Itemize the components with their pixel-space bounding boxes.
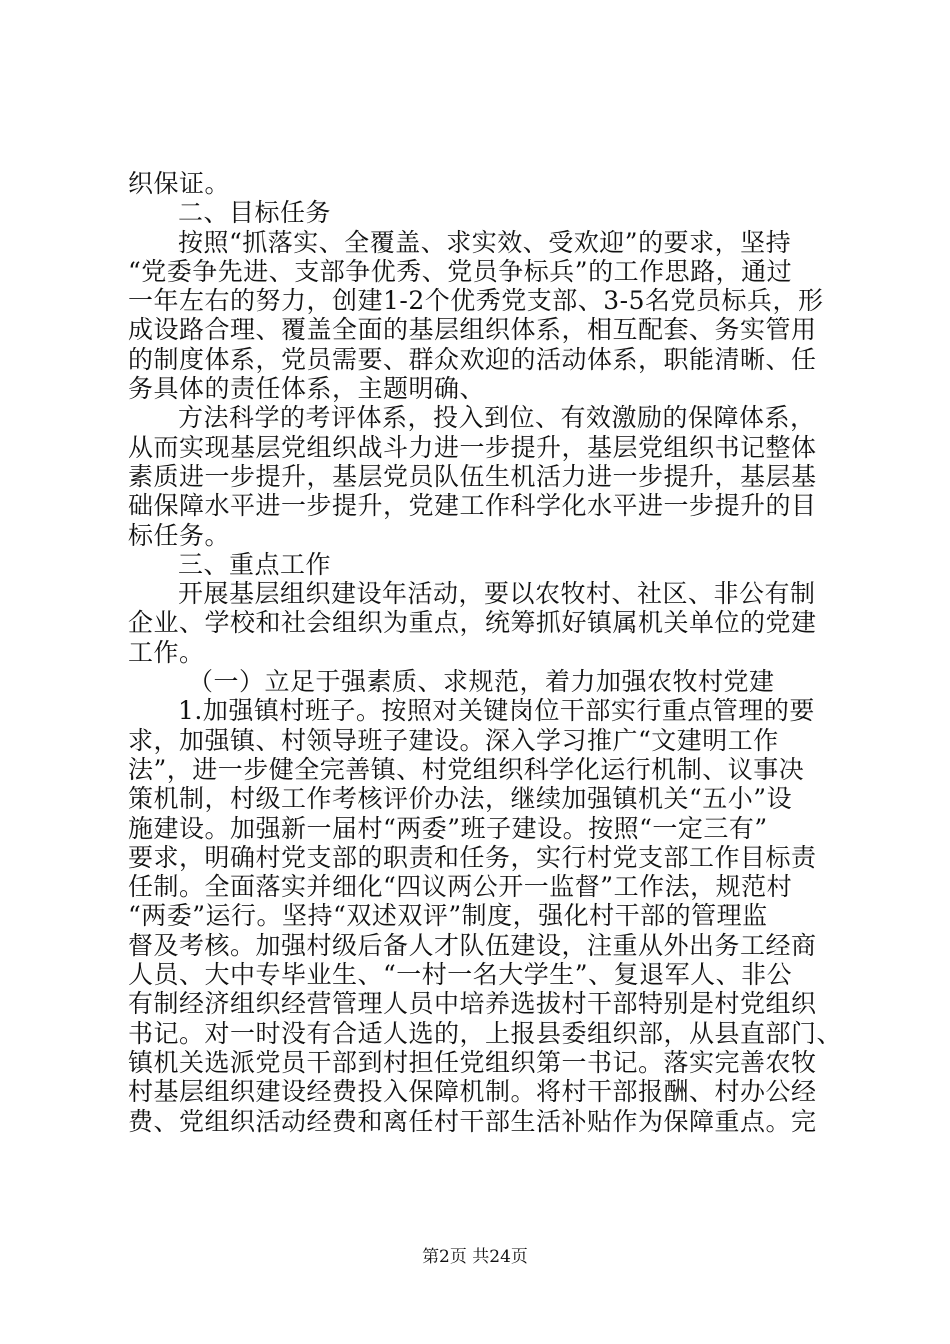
- text-line: 镇机关选派党员干部到村担任党组织第一书记。落实完善农牧: [128, 1047, 817, 1077]
- text-line: 成设路合理、覆盖全面的基层组织体系，相互配套、务实管用: [128, 315, 817, 345]
- body-text: [128, 169, 843, 1136]
- text-line: 人员、大中专毕业生、“一村一名大学生”、复退军人、非公: [128, 960, 793, 990]
- section-heading: 二、目标任务: [178, 198, 332, 228]
- text-line: 法”，进一步健全完善镇、村党组织科学化运行机制、议事决: [128, 754, 805, 784]
- text-line: 务具体的责任体系，主题明确、: [128, 374, 486, 404]
- text-line: 开展基层组织建设年活动，要以农牧村、社区、非公有制: [178, 579, 816, 609]
- subsection-heading: （一）立足于强素质、求规范，着力加强农牧村党建: [188, 667, 775, 697]
- text-line: 费、党组织活动经费和离任村干部生活补贴作为保障重点。完: [128, 1106, 817, 1136]
- text-line: 任制。全面落实并细化“四议两公开一监督”工作法，规范村: [128, 872, 793, 902]
- page-number: 第2页 共24页: [422, 1247, 528, 1267]
- text-line: 求，加强镇、村领导班子建设。深入学习推广“文建明工作: [128, 725, 779, 755]
- text-line: 企业、学校和社会组织为重点，统筹抓好镇属机关单位的党建: [128, 608, 817, 638]
- text-line: 按照“抓落实、全覆盖、求实效、受欢迎”的要求，坚持: [178, 227, 792, 257]
- text-line: 村基层组织建设经费投入保障机制。将村干部报酬、村办公经: [128, 1077, 817, 1107]
- text-line: 素质进一步提升，基层党员队伍生机活力进一步提升，基层基: [128, 461, 817, 491]
- text-line: 书记。对一时没有合适人选的，上报县委组织部，从县直部门、: [128, 1018, 843, 1048]
- text-line: 的制度体系，党员需要、群众欢迎的活动体系，职能清晰、任: [128, 344, 817, 374]
- text-line: 要求，明确村党支部的职责和任务，实行村党支部工作目标责: [128, 842, 817, 872]
- text-line: 方法科学的考评体系，投入到位、有效激励的保障体系，: [178, 403, 816, 433]
- section-heading: 三、重点工作: [178, 549, 332, 579]
- text-line: 督及考核。加强村级后备人才队伍建设，注重从外出务工经商: [128, 930, 817, 960]
- text-line: 础保障水平进一步提升，党建工作科学化水平进一步提升的目: [128, 491, 817, 521]
- text-line: 一年左右的努力，创建1-2个优秀党支部、3-5名党员标兵，形: [128, 286, 824, 316]
- text-line: 标任务。: [128, 520, 231, 550]
- text-line: “党委争先进、支部争优秀、党员争标兵”的工作思路，通过: [128, 256, 793, 286]
- text-line: 策机制，村级工作考核评价办法，继续加强镇机关“五小”设: [128, 784, 793, 814]
- text-line: 从而实现基层党组织战斗力进一步提升，基层党组织书记整体: [128, 432, 817, 462]
- text-line: 施建设。加强新一届村“两委”班子建设。按照“一定三有”: [128, 813, 768, 843]
- text-line: “两委”运行。坚持“双述双评”制度，强化村干部的管理监: [128, 901, 768, 931]
- text-line: 织保证。: [128, 169, 231, 198]
- text-line: 1.加强镇村班子。按照对关键岗位干部实行重点管理的要: [178, 696, 815, 726]
- text-line: 有制经济组织经营管理人员中培养选拔村干部特别是村党组织: [128, 989, 817, 1019]
- text-line: 工作。: [128, 637, 205, 667]
